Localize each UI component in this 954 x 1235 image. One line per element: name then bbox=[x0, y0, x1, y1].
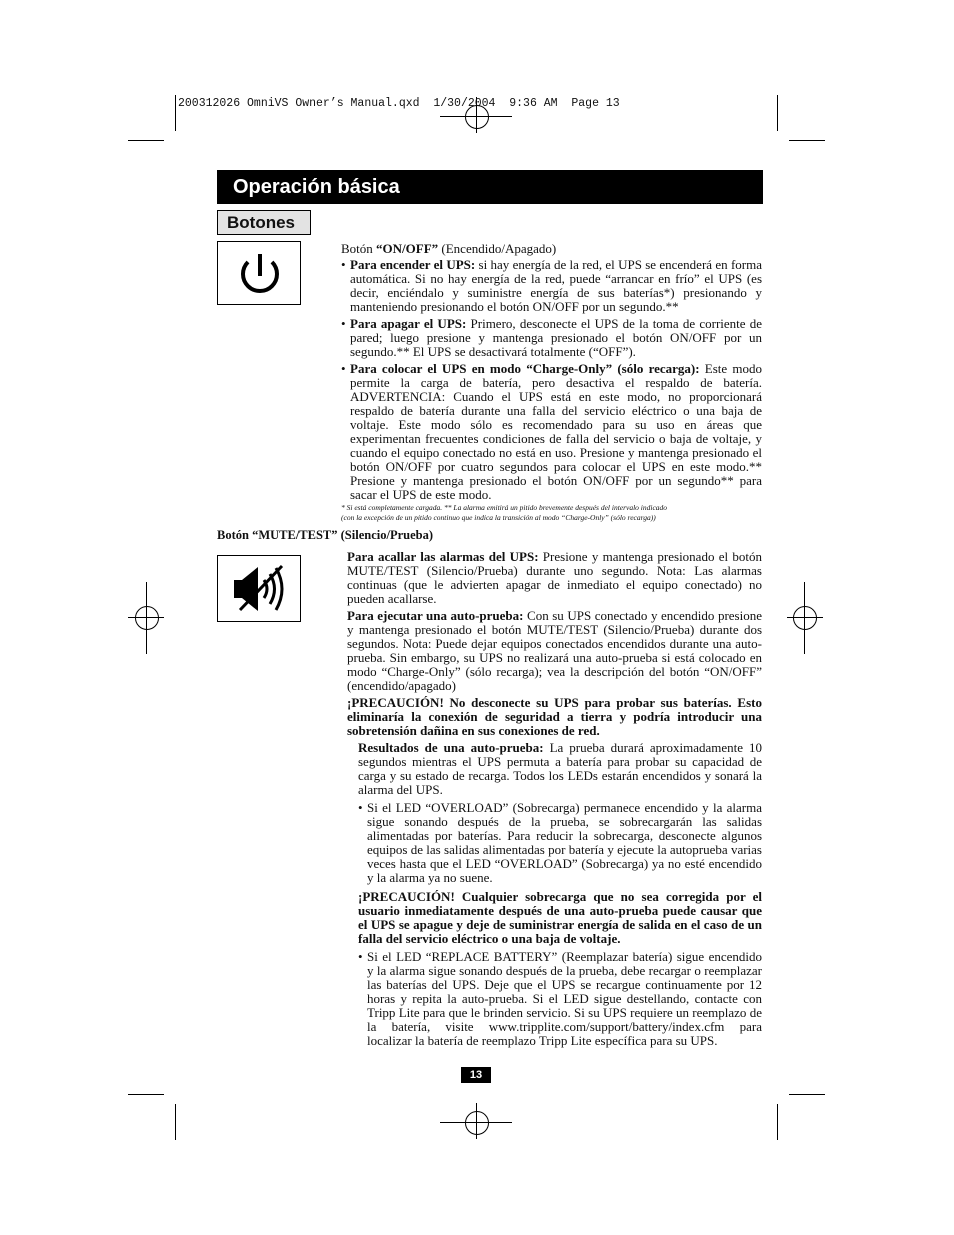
registration-line bbox=[146, 582, 147, 654]
intro-text: (Encendido/Apagado) bbox=[438, 241, 557, 256]
paragraph-label: Para ejecutar una auto-prueba: bbox=[347, 608, 524, 623]
crop-mark bbox=[789, 140, 825, 141]
crop-mark bbox=[777, 95, 778, 131]
registration-line bbox=[440, 1122, 512, 1123]
mute-section bbox=[347, 550, 762, 741]
crop-mark bbox=[789, 1094, 825, 1095]
bullet-label: Para apagar el UPS: bbox=[350, 316, 467, 331]
crop-mark bbox=[777, 1104, 778, 1140]
selftest-results-section bbox=[358, 741, 762, 1051]
bullet-label: Para colocar el UPS en modo “Charge-Only” (sólo recarga): bbox=[350, 361, 700, 376]
paragraph-label: Para acallar las alarmas del UPS: bbox=[347, 549, 539, 564]
section-title: Operación básica bbox=[217, 170, 763, 204]
results-paragraph bbox=[358, 741, 762, 797]
caution-text: ¡PRECAUCIÓN! Cualquier sobrecarga que no sea corregida por el usuario inmediatamente después de una auto-prueba puede causar que el UPS se apague y deje de suministrar energía de salida en el caso de un falla del servicio eléctrico o una baja de voltaje. bbox=[358, 889, 762, 946]
bullet-text: si hay energía de la red, el UPS se encenderá en forma automática. Si no hay energía de la red, puede “arrancar en frío” el UPS (es decir, enciéndalo y suministre energía de sus baterías*) presionando y manteniendo presionando el botón ON/OFF por un segundo.** bbox=[350, 257, 762, 314]
list-item bbox=[341, 362, 762, 502]
registration-line bbox=[128, 617, 164, 618]
registration-line bbox=[787, 617, 823, 618]
onoff-button-name: “ON/OFF” bbox=[376, 241, 439, 256]
subsection-title: Botones bbox=[217, 210, 311, 235]
intro-text: Botón bbox=[341, 241, 377, 256]
page-number: 13 bbox=[461, 1067, 491, 1083]
paragraph-label: Resultados de una auto-prueba: bbox=[358, 740, 544, 755]
footnote bbox=[341, 503, 771, 523]
caution-text: ¡PRECAUCIÓN! No desconecte su UPS para probar sus baterías. Esto eliminaría la conexión de seguridad a tierra y podría introducir una sobretensión dañina en sus conexiones de red. bbox=[347, 695, 762, 738]
speaker-mute-icon-box bbox=[217, 555, 301, 622]
onoff-section bbox=[341, 242, 762, 505]
power-icon bbox=[218, 242, 302, 306]
registration-line bbox=[476, 1103, 477, 1139]
file-slug: 200312026 OmniVS Owner’s Manual.qxd 1/30/2004 9:36 AM Page 13 bbox=[178, 97, 620, 110]
registration-mark bbox=[793, 606, 817, 630]
crop-mark bbox=[128, 1094, 164, 1095]
mute-paragraph bbox=[347, 550, 762, 606]
footnote-line: * Si está completamente cargada. ** La alarma emitirá un pitido brevemente después del intervalo indicado bbox=[341, 503, 668, 512]
onoff-intro bbox=[341, 242, 762, 256]
paragraph-text: La prueba durará aproximadamente 10 segundos mientras el UPS permuta a batería para probar su capacidad de carga y su estado de recarga. Todos los LEDs estarán encendidos y sonará la alarma del UPS. bbox=[358, 740, 762, 797]
crop-mark bbox=[128, 140, 164, 141]
paragraph-text: Presione y mantenga presionado el botón MUTE/TEST (Silencio/Prueba) durante uno segundo. Nota: Las alarmas continuas (que le advierten apagar de inmediato el equipo conectado) no pueden acallarse. bbox=[347, 549, 762, 606]
bullet-text: Primero, desconecte el UPS de la toma de corriente de pared; luego presione y mantenga presionado el botón ON/OFF por un segundo.** El UPS se desactivará totalmente (“OFF”). bbox=[350, 316, 762, 359]
paragraph-text: Con su UPS conectado y encendido presione y mantenga presionado el botón MUTE/TEST (Silencio/Prueba) durante dos segundos. Nota: Puede dejar equipos conectados encendidos durante una auto-prueba. Sin embargo, su UPS no realizará una auto-prueba si está colocado en modo “Charge-Only” (sólo recarga); vea la descripción del botón “ON/OFF” (encendido/apagado) bbox=[347, 608, 763, 693]
bullet-label: Para encender el UPS: bbox=[350, 257, 476, 272]
registration-line bbox=[804, 582, 805, 654]
list-item bbox=[341, 317, 762, 359]
list-item: • Si el LED “REPLACE BATTERY” (Reemplazar batería) sigue encendido y la alarma sigue sonando después de la prueba, debe recargar o reemplazar las baterías del UPS. Deje que el UPS se recargue continuamente por 12 horas y repita la auto-prueba. Si el LED sigue destellando, contacte con Tripp Lite para que le brinden servicio. Si su UPS requiere un reemplazo de la batería, visite www.tripplite.com/support/battery/index.cfm para localizar la batería de reemplazo Tripp Lite específica para su UPS. bbox=[358, 950, 762, 1048]
footnote-line: (con la excepción de un pitido continuo que indica la transición al modo “Charge-Only” (sólo recarga)) bbox=[341, 513, 656, 522]
speaker-mute-icon bbox=[218, 556, 302, 623]
crop-mark bbox=[175, 1104, 176, 1140]
selftest-paragraph bbox=[347, 609, 762, 693]
crop-mark bbox=[175, 95, 176, 131]
registration-mark bbox=[465, 1111, 489, 1135]
mute-heading: Botón “MUTE/TEST” (Silencio/Prueba) bbox=[217, 528, 433, 542]
registration-line bbox=[440, 116, 512, 117]
registration-mark bbox=[135, 606, 159, 630]
power-icon-box bbox=[217, 241, 301, 305]
bullet-text: Este modo permite la carga de batería, pero desactiva el respaldo de batería. ADVERTENCIA: Cuando el UPS está en este modo, no proporcionará respaldo de batería durante una falla del servicio eléctrico o una baja de voltaje. Este modo sólo es recomendado para su uso en áreas que experimentan frecuentes condiciones de falla del servicio o baja de voltaje, y cuando el equipo conectado no está en uso. Presione y mantenga presionado el botón ON/OFF por cuatro segundos para colocar el UPS en este modo.** Presione y mantenga presionado el botón ON/OFF por un segundo** para sacar el UPS de este modo. bbox=[350, 361, 763, 502]
list-item bbox=[341, 258, 762, 314]
list-item: • Si el LED “OVERLOAD” (Sobrecarga) permanece encendido y la alarma sigue sonando después de la prueba, se sobrecargarán las salidas alimentadas por baterías. Para reducir la sobrecarga, desconecte algunos equipos de las salidas alimentadas por batería y ejecute la autoprueba varias veces hasta que el LED “OVERLOAD” (Sobrecarga) ya no esté encendido y la alarma ya no suene. bbox=[358, 801, 762, 885]
